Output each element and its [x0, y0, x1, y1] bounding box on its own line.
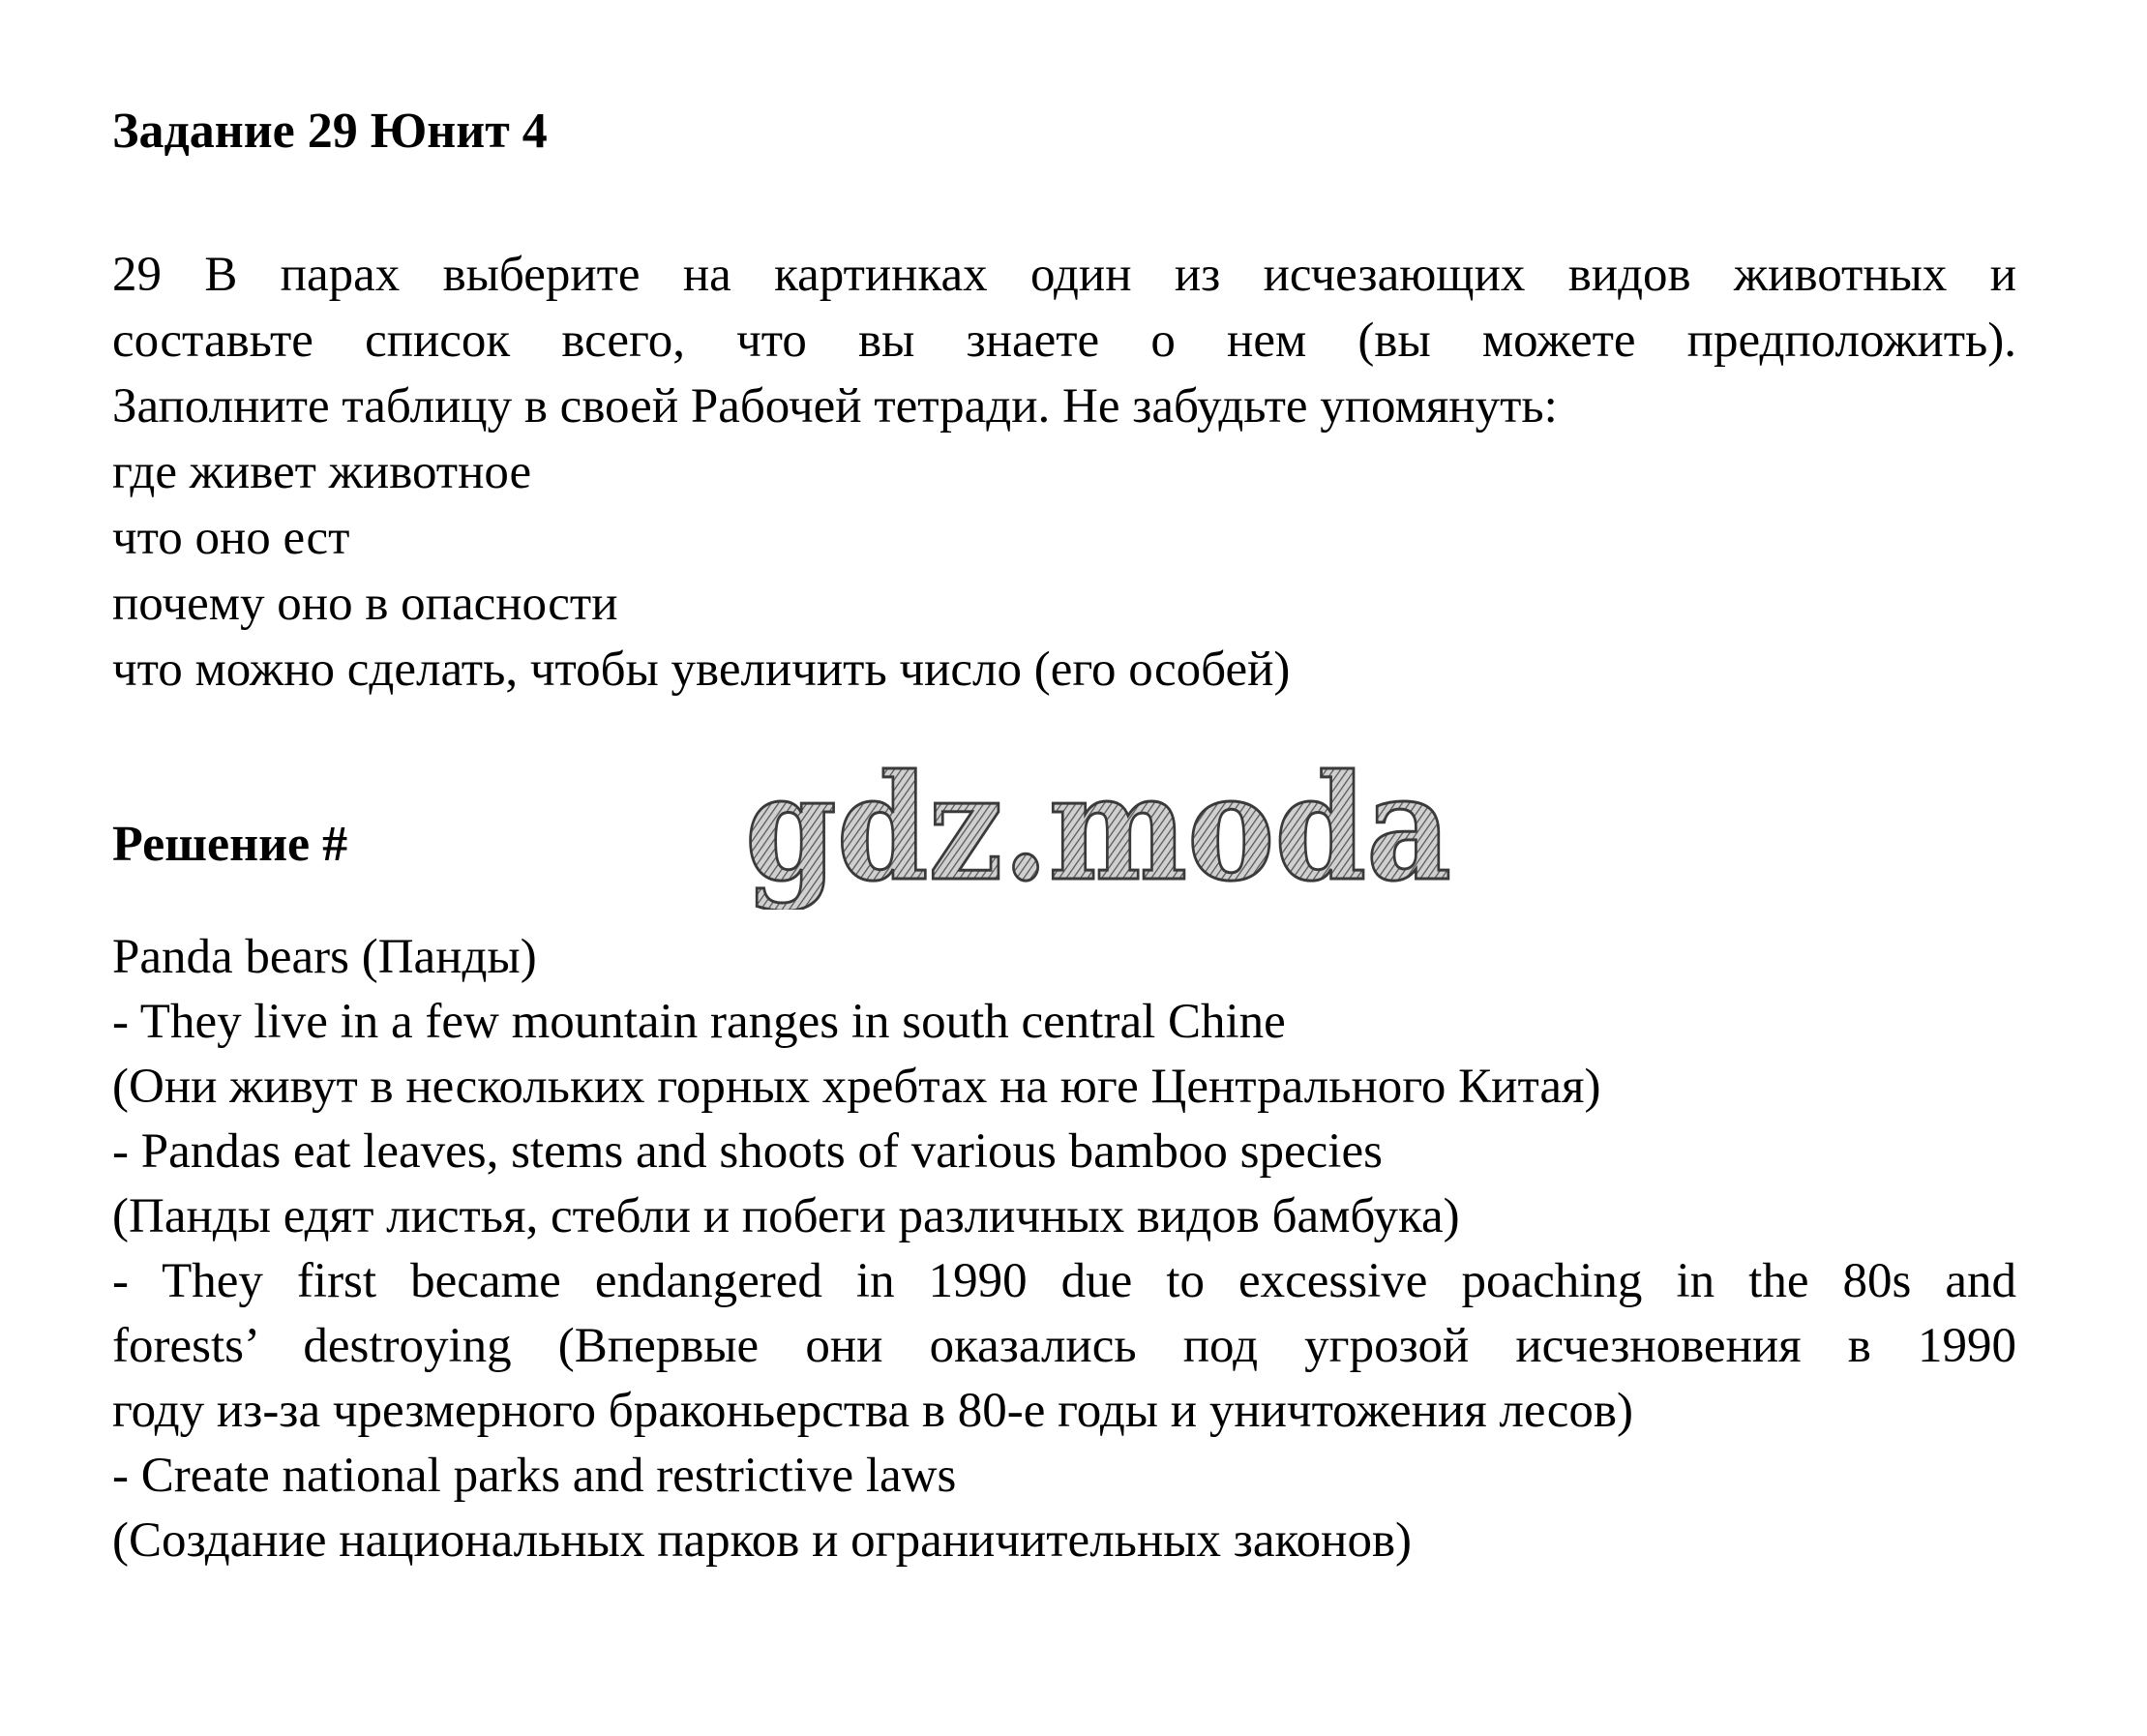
task-bullet-food: что оно ест [112, 511, 350, 565]
answer-food-en: - Pandas eat leaves, stems and shoots of various bamboo species [112, 1124, 1383, 1179]
answer-text [112, 925, 2016, 1573]
task-title: Задание 29 Юнит 4 [112, 104, 548, 159]
solution-title: Решение # [112, 817, 348, 872]
answer-action-en: - Create national parks and restrictive laws [112, 1449, 957, 1503]
answer-food-ru: (Панды едят листья, стебли и побеги различных видов бамбука) [112, 1189, 1460, 1243]
task-line: Заполните таблицу в своей Рабочей тетради. Не забудьте упомянуть: [112, 379, 1558, 434]
task-bullet-action: что можно сделать, чтобы увеличить число (его особей) [112, 643, 1291, 697]
answer-animal: Panda bears (Панды) [112, 930, 537, 984]
document-page [112, 0, 2016, 1736]
watermark-text: gdz.moda [745, 764, 1451, 910]
watermark-logo [741, 764, 1457, 910]
answer-danger-line: forests’ destroying (Впервые они оказались под угрозой исчезновения в 1990 [112, 1319, 2016, 1373]
answer-habitat-en: - They live in a few mountain ranges in south central Chine [112, 995, 1286, 1049]
task-line: составьте список всего, что вы знаете о нем (вы можете предположить). [112, 314, 2016, 368]
answer-danger-line: - They first became endangered in 1990 due to excessive poaching in the 80s and [112, 1254, 2016, 1308]
task-text [112, 242, 2016, 703]
answer-habitat-ru: (Они живут в нескольких горных хребтах на юге Центрального Китая) [112, 1060, 1601, 1114]
answer-danger-line: году из-за чрезмерного браконьерства в 80-е годы и уничтожения лесов) [112, 1384, 1633, 1438]
task-line: 29 В парах выберите на картинках один из исчезающих видов животных и [112, 248, 2016, 302]
answer-action-ru: (Создание национальных парков и ограничительных законов) [112, 1513, 1413, 1568]
task-bullet-danger: почему оно в опасности [112, 577, 618, 631]
task-bullet-habitat: где живет животное [112, 445, 532, 499]
